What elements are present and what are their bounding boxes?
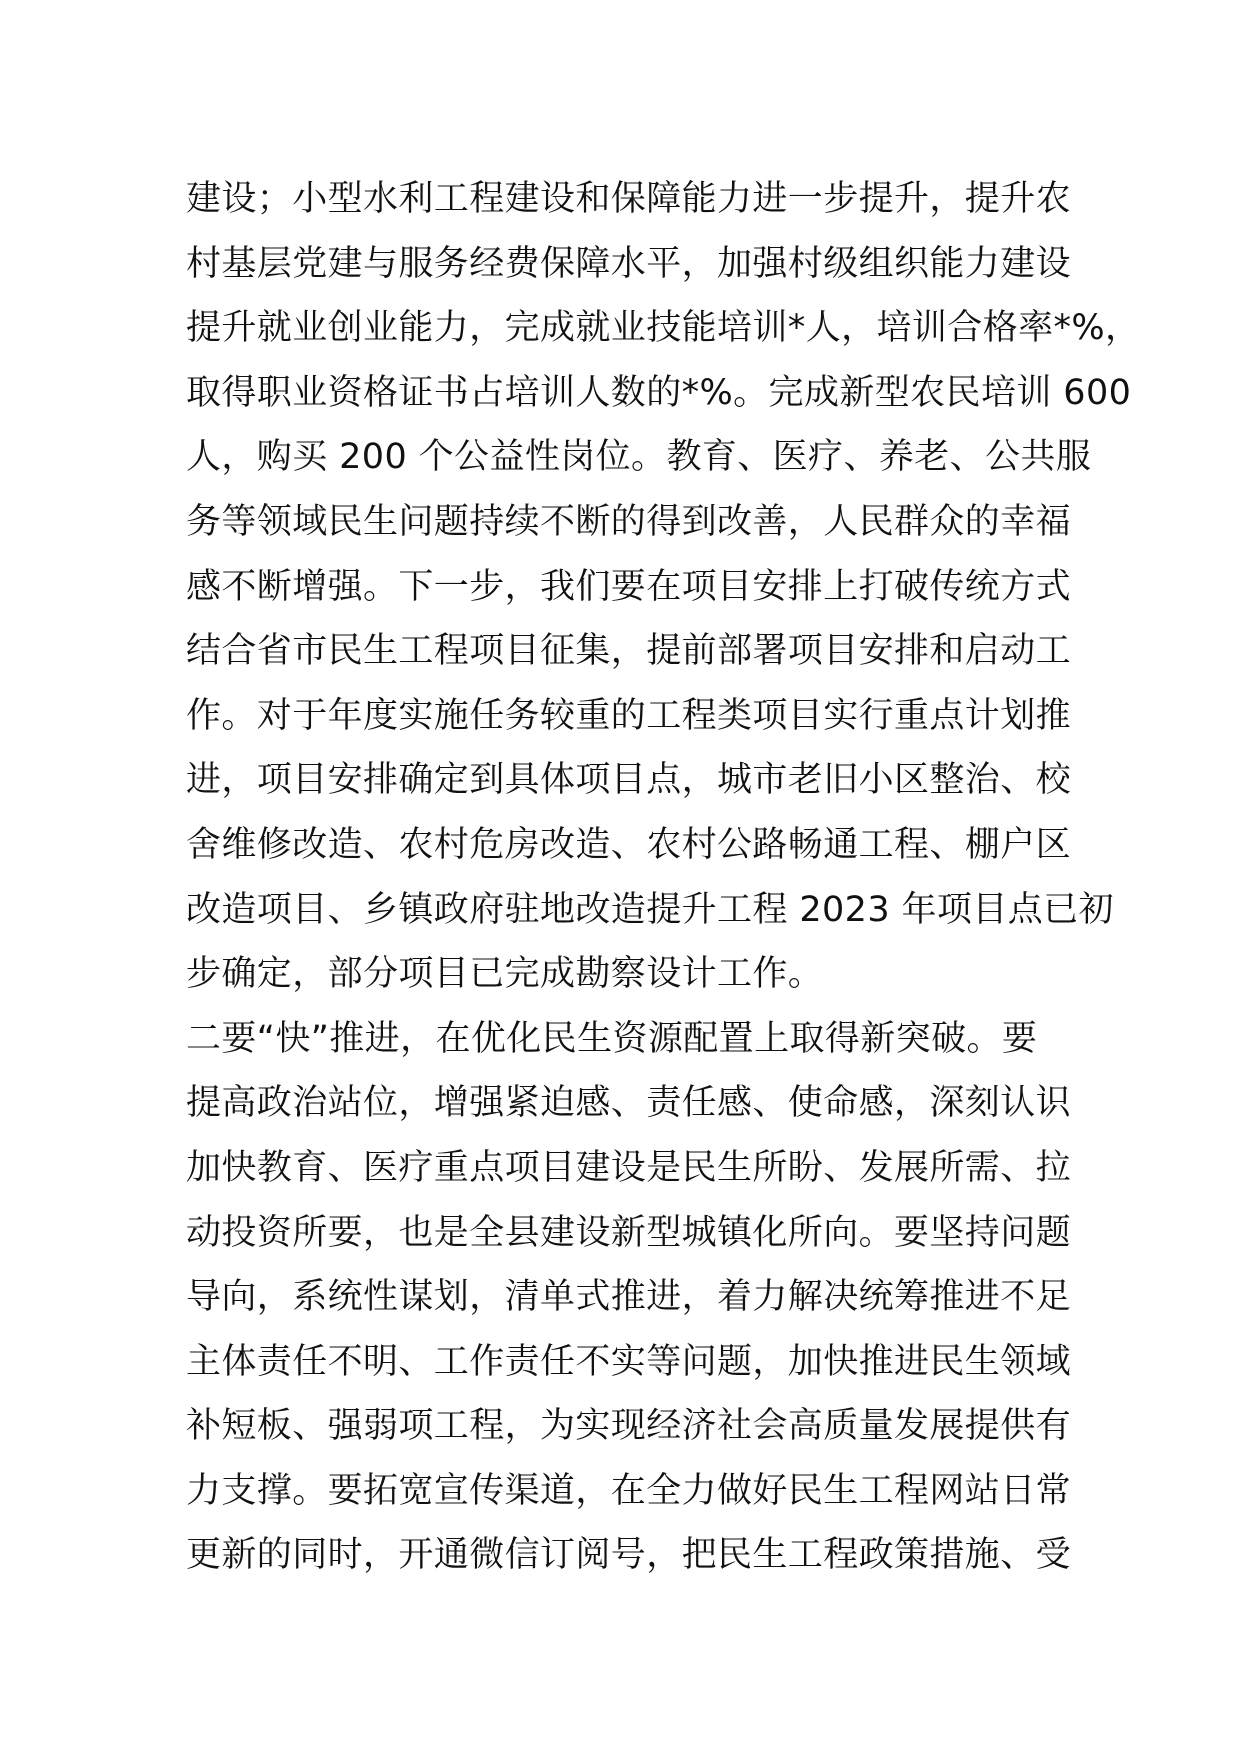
text-line: 步确定，部分项目已完成勘察设计工作。 [186,954,824,995]
text-line: 改造项目、乡镇政府驻地改造提升工程 2023 年项目点已初 [186,889,1114,930]
text-line: 结合省市民生工程项目征集，提前部署项目安排和启动工 [186,631,1072,672]
text-line: 感不断增强。下一步，我们要在项目安排上打破传统方式 [186,566,1072,607]
text-line: 补短板、强弱项工程，为实现经济社会高质量发展提供有 [186,1406,1072,1447]
text-line: 主体责任不明、工作责任不实等问题，加快推进民生领域 [186,1341,1072,1382]
text-line: 舍维修改造、农村危房改造、农村公路畅通工程、棚户区 [186,824,1072,865]
text-line: 导向，系统性谋划，清单式推进，着力解决统筹推进不足 [186,1277,1072,1318]
text-line: 务等领域民生问题持续不断的得到改善，人民群众的幸福 [186,501,1072,542]
text-line: 建设；小型水利工程建设和保障能力进一步提升，提升农 [186,179,1072,219]
text-line: 提高政治站位，增强紧迫感、责任感、使命感，深刻认识 [186,1083,1072,1124]
text-line: 力支撑。要拓宽宣传渠道，在全力做好民生工程网站日常 [186,1470,1072,1511]
text-line: 更新的同时，开通微信订阅号，把民生工程政策措施、受 [186,1535,1072,1576]
text-line: 动投资所要，也是全县建设新型城镇化所向。要坚持问题 [186,1212,1072,1253]
text-line: 村基层党建与服务经费保障水平，加强村级组织能力建设 [186,243,1072,284]
text-line: 提升就业创业能力，完成就业技能培训*人，培训合格率*%， [186,308,1141,349]
text-line: 作。对于年度实施任务较重的工程类项目实行重点计划推 [186,695,1072,736]
text-line: 取得职业资格证书占培训人数的*%。完成新型农民培训 600 [186,372,1132,413]
text-line: 人，购买 200 个公益性岗位。教育、医疗、养老、公共服 [186,437,1092,478]
body-text [186,167,1141,1588]
text-line: 进，项目安排确定到具体项目点，城市老旧小区整治、校 [186,760,1072,801]
text-line: 加快教育、医疗重点项目建设是民生所盼、发展所需、拉 [186,1147,1072,1188]
text-line: 二要“快”推进，在优化民生资源配置上取得新突破。要 [186,1018,1038,1059]
